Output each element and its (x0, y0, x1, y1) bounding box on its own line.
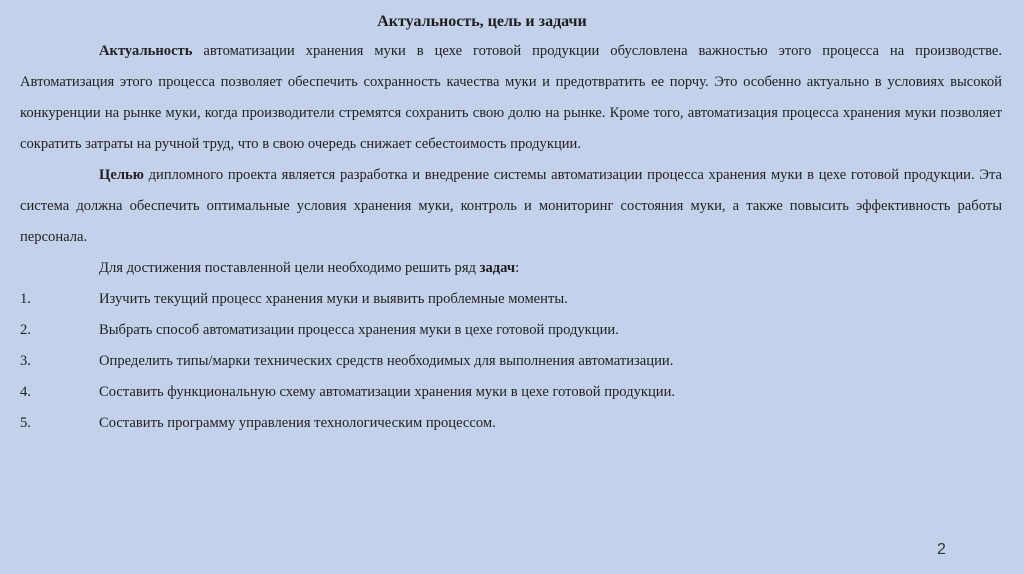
relevance-paragraph (20, 36, 1002, 160)
tasks-intro (20, 253, 1002, 284)
goal-text: дипломного проекта является разработка и внедрение системы автоматизации процесса хранения муки в цехе готовой продукции. Эта система должна обеспечить оптимальные условия хранения муки, контроль и мониторинг состояния муки, а также повысить эффективность работы персонала. (20, 167, 1002, 245)
tasks-intro-bold: задач (479, 260, 516, 276)
task-number: 2. (20, 322, 31, 338)
task-number: 5. (20, 415, 31, 431)
task-text: Составить программу управления технологическим процессом. (99, 415, 496, 431)
task-number: 1. (20, 291, 31, 307)
list-item (20, 408, 1002, 439)
tasks-intro-before: Для достижения поставленной цели необходимо решить ряд (99, 260, 480, 276)
relevance-text: автоматизации хранения муки в цехе готовой продукции обусловлена важностью этого процесса на производстве. Автоматизация этого процесса позволяет обеспечить сохранность качества муки и предотвратить ее порчу. Это особенно актуально в условиях высокой конкуренции на рынке муки, когда производители стремятся сохранить свою долю на рынке. Кроме того, автоматизация процесса хранения муки позволяет сократить затраты на ручной труд, что в свою очередь снижает себестоимость продукции. (20, 43, 1002, 152)
list-item (20, 284, 1002, 315)
task-text: Определить типы/марки технических средств необходимых для выполнения автоматизации. (99, 353, 674, 369)
relevance-lead: Актуальность (99, 43, 193, 59)
tasks-intro-after: : (515, 260, 520, 276)
list-item (20, 377, 1002, 408)
task-list (20, 284, 1002, 439)
task-text: Изучить текущий процесс хранения муки и выявить проблемные моменты. (99, 291, 568, 307)
task-number: 4. (20, 384, 31, 400)
goal-lead: Целью (99, 167, 144, 183)
list-item (20, 346, 1002, 377)
list-item (20, 315, 1002, 346)
page-number: 2 (937, 541, 946, 558)
slide-content (20, 36, 1002, 439)
goal-paragraph (20, 160, 1002, 253)
task-text: Составить функциональную схему автоматизации хранения муки в цехе готовой продукции. (99, 384, 676, 400)
task-text: Выбрать способ автоматизации процесса хранения муки в цехе готовой продукции. (99, 322, 619, 338)
task-number: 3. (20, 353, 31, 369)
slide-title: Актуальность, цель и задачи (377, 13, 587, 30)
